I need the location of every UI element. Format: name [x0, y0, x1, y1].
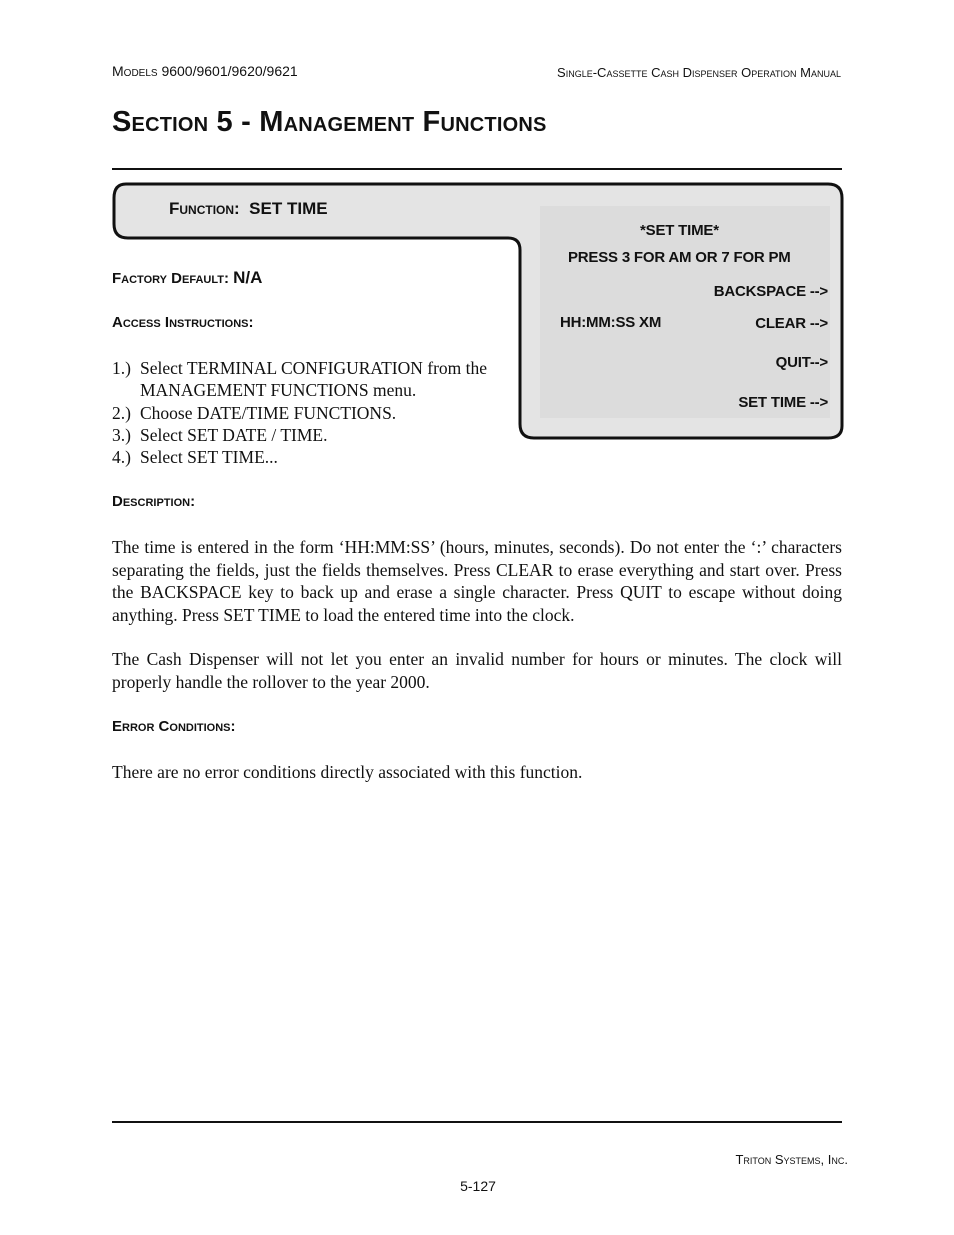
factory-default	[112, 268, 262, 288]
error-conditions-heading: Error Conditions:	[112, 718, 236, 735]
running-header-left: Models 9600/9601/9620/9621	[112, 63, 298, 79]
function-label	[169, 199, 328, 219]
factory-default-value: N/A	[233, 268, 263, 287]
screen-time-field: HH:MM:SS XM	[560, 314, 662, 331]
step-item: 1.) Select TERMINAL CONFIGURATION from the	[112, 358, 488, 378]
atm-screen	[540, 206, 830, 418]
function-label-value: SET TIME	[249, 199, 328, 218]
footer-company: Triton Systems, Inc.	[735, 1152, 848, 1167]
factory-default-label: Factory Default:	[112, 270, 229, 287]
step-item: 4.) Select SET TIME...	[112, 447, 278, 467]
running-header-right: Single-Cassette Cash Dispenser Operation Manual	[557, 65, 841, 80]
description-paragraph-1: The time is entered in the form ‘HH:MM:SS’ (hours, minutes, seconds). Do not enter the ‘:’ characters separating the fields, just the fields themselves. Press CLEAR to erase everything and start over. Press the BACKSPACE key to back up and erase a single character. Press QUIT to escape without doing anything. Press SET TIME to load the entered time into the clock.	[112, 537, 842, 625]
step-item: 3.) Select SET DATE / TIME.	[112, 425, 328, 445]
screen-title: *SET TIME*	[640, 222, 719, 239]
step-item: 2.) Choose DATE/TIME FUNCTIONS.	[112, 403, 397, 423]
footer-rule	[112, 1121, 842, 1123]
function-label-key: Function:	[169, 199, 240, 218]
screen-key-clear: CLEAR -->	[755, 315, 828, 332]
section-title: Section 5 - Management Functions	[112, 106, 547, 138]
screen-key-set-time: SET TIME -->	[738, 394, 828, 411]
description-paragraph-2: The Cash Dispenser will not let you enter an invalid number for hours or minutes. The clock will properly handle the rollover to the year 2000.	[112, 649, 842, 692]
title-rule	[112, 168, 842, 170]
error-conditions-text: There are no error conditions directly associated with this function.	[112, 762, 583, 782]
page-number: 5-127	[460, 1178, 496, 1194]
access-instructions-heading: Access Instructions:	[112, 314, 254, 331]
screen-key-backspace: BACKSPACE -->	[713, 283, 828, 300]
screen-prompt: PRESS 3 FOR AM OR 7 FOR PM	[568, 249, 791, 266]
description-heading: Description:	[112, 493, 196, 510]
screen-key-quit: QUIT-->	[775, 354, 828, 371]
step-item-continuation: MANAGEMENT FUNCTIONS menu.	[140, 380, 417, 400]
